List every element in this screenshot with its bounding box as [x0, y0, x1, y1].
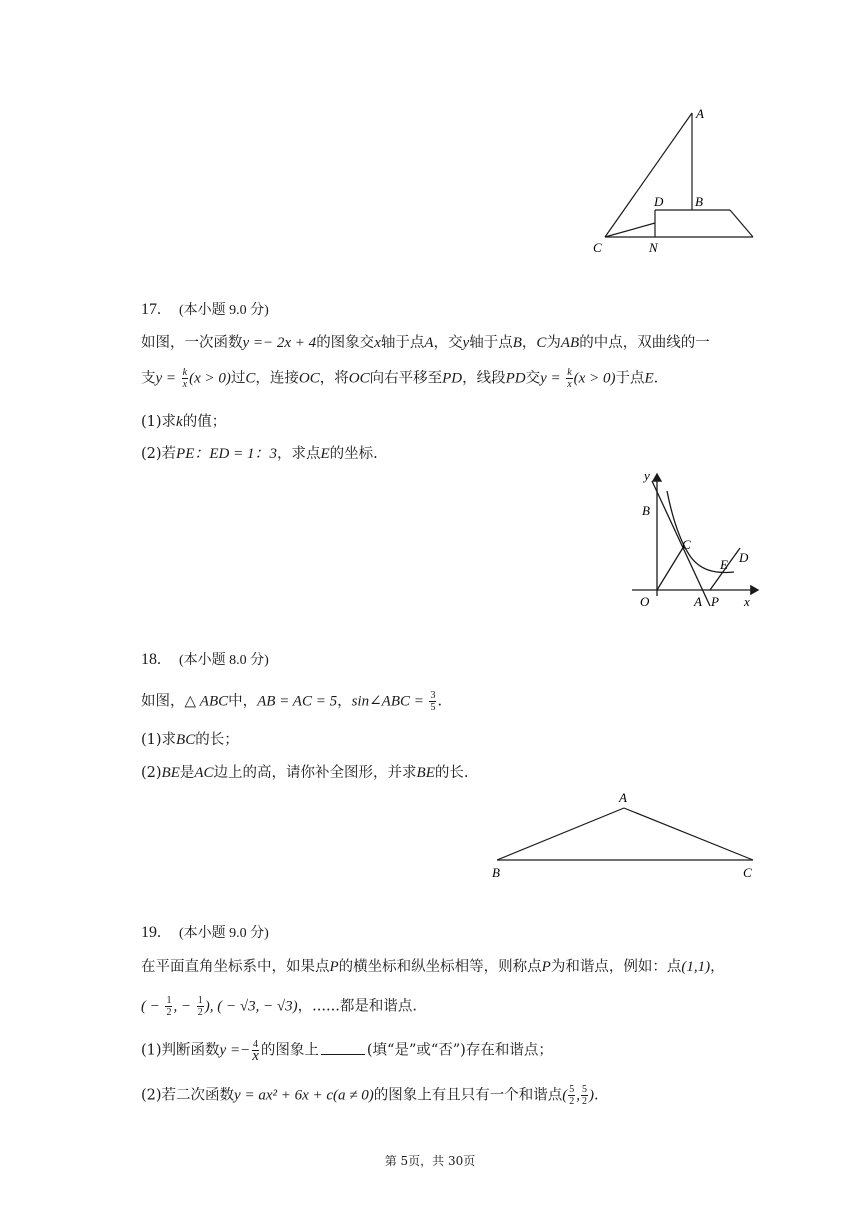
segment-oc — [657, 546, 684, 590]
label-D: D — [654, 194, 664, 209]
q18-part2: (2)BE是AC边上的高，请你补全图形，并求BE的长. — [141, 765, 469, 781]
question-score: (本小题 8.0 分) — [179, 653, 269, 668]
line-ab — [652, 481, 710, 606]
q19-line2: ( − $\frac{1}{2}$ , − $\frac{1}{2}$ ), ( − √3, − √3)，......都是和谐点. — [141, 995, 417, 1018]
q19-part1: (1)判断函数y =− $\frac{4}{x}$ 的图象上 (填“是”或“否”)存在和谐点； — [141, 1039, 553, 1064]
q17-line1: 如图，一次函数y =− 2x + 4的图象交x轴于点A，交y轴于点B，C为AB的中点，双曲线的一 — [141, 335, 710, 351]
page-footer: 第 5页，共 30页 — [384, 1154, 476, 1168]
answer-blank[interactable] — [321, 1042, 365, 1055]
fraction-k-over-x: $\frac{k}{x}$ — [182, 367, 188, 390]
q18-part1: (1)求BC的长； — [141, 732, 239, 748]
q17-part2: (2)若PE：ED = 1：3，求点E的坐标. — [141, 446, 378, 462]
label-A: A — [619, 790, 627, 805]
label-B: B — [492, 865, 500, 880]
figure-q18 — [485, 788, 765, 884]
line-ca — [605, 113, 692, 237]
side-ac — [624, 808, 753, 860]
line-cd — [605, 223, 655, 237]
label-N: N — [649, 240, 658, 255]
label-B: B — [695, 194, 703, 209]
label-A: A — [694, 594, 702, 609]
label-E: E — [720, 557, 728, 572]
figure-q17 — [622, 466, 767, 611]
side-ba — [497, 808, 624, 860]
question-number: 19. — [141, 924, 161, 941]
figure-q16 — [585, 100, 765, 260]
line-right-slope — [730, 210, 753, 237]
label-A: A — [696, 106, 704, 121]
q17-header — [141, 300, 269, 321]
label-D: D — [739, 550, 749, 565]
label-x: x — [744, 594, 750, 609]
q18-header — [141, 650, 269, 671]
label-B: B — [642, 503, 650, 518]
label-C: C — [593, 240, 602, 255]
question-score: (本小题 9.0 分) — [179, 303, 269, 318]
q17-part1: (1)求k的值； — [141, 414, 227, 430]
label-y: y — [644, 468, 650, 483]
label-C: C — [682, 537, 691, 552]
question-number: 17. — [141, 301, 161, 318]
q18-line1: 如图，△ ABC中，AB = AC = 5，sin∠ABC = $\frac{3}{5}$ . — [141, 690, 443, 713]
label-C: C — [743, 865, 752, 880]
q19-line1: 在平面直角坐标系中，如果点P的横坐标和纵坐标相等，则称点P为和谐点，例如：点(1,1)， — [141, 959, 725, 975]
question-number: 18. — [141, 651, 161, 668]
q19-part2: (2)若二次函数y = ax² + 6x + c(a ≠ 0)的图象上有且只有一个和谐点( $\frac{5}{2}$ , $\frac{5}{2}$ ). — [141, 1084, 599, 1107]
fraction-three-fifths: $\frac{3}{5}$ — [430, 690, 436, 713]
label-O: O — [640, 594, 650, 609]
question-score: (本小题 9.0 分) — [179, 926, 269, 941]
q19-header — [141, 923, 269, 944]
label-P: P — [711, 594, 719, 609]
q17-line2: 支y = $\frac{k}{x}$ (x > 0)过C，连接OC，将OC向右平移至PD，线段PD交y = $\frac{k}{x}$ (x > 0)于点E. — [141, 367, 659, 390]
